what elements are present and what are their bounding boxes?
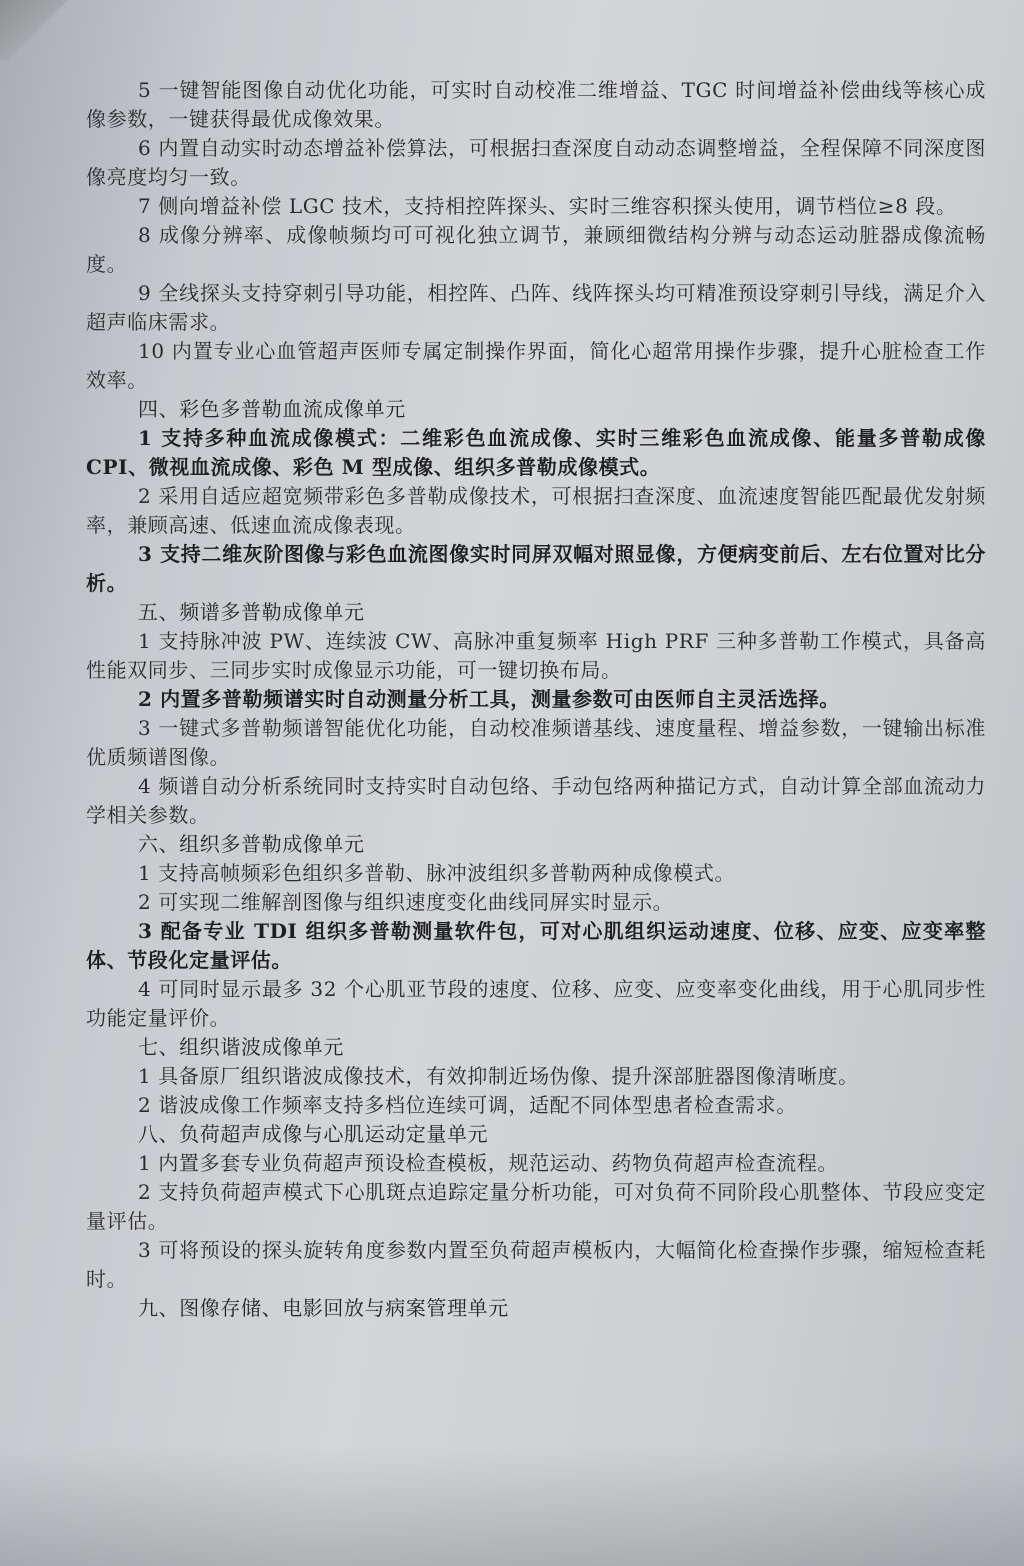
section-item: 3 一键式多普勒频谱智能优化功能，自动校准频谱基线、速度量程、增益参数，一键输出标准优质频谱图像。 <box>86 716 986 769</box>
section-item: 1 支持高帧频彩色组织多普勒、脉冲波组织多普勒两种成像模式。 <box>138 861 736 885</box>
section-heading: 九、图像存储、电影回放与病案管理单元 <box>138 1296 509 1320</box>
section-stress-echo <box>86 1120 986 1294</box>
paragraph: 9 全线探头支持穿刺引导功能，相控阵、凸阵、线阵探头均可精准预设穿刺引导线，满足介入超声临床需求。 <box>86 281 986 334</box>
section-tissue-doppler <box>86 830 986 1033</box>
section-item: 3 可将预设的探头旋转角度参数内置至负荷超声模板内，大幅简化检查操作步骤，缩短检查耗时。 <box>86 1238 986 1291</box>
bottom-shadow <box>0 1446 1024 1566</box>
section-item: 1 支持多种血流成像模式：二维彩色血流成像、实时三维彩色血流成像、能量多普勒成像 CPI、微视血流成像、彩色 M 型成像、组织多普勒成像模式。 <box>86 426 986 479</box>
section-item: 2 可实现二维解剖图像与组织速度变化曲线同屏实时显示。 <box>138 890 674 914</box>
section-item: 2 支持负荷超声模式下心肌斑点追踪定量分析功能，可对负荷不同阶段心肌整体、节段应变定量评估。 <box>86 1180 986 1233</box>
paragraph: 8 成像分辨率、成像帧频均可可视化独立调节，兼顾细微结构分辨与动态运动脏器成像流畅度。 <box>86 223 986 276</box>
page-fold-shadow <box>0 0 90 60</box>
intro-paragraphs <box>86 76 986 395</box>
paragraph: 5 一键智能图像自动优化功能，可实时自动校准二维增益、TGC 时间增益补偿曲线等核心成像参数，一键获得最优成像效果。 <box>86 78 986 131</box>
section-item: 1 具备原厂组织谐波成像技术，有效抑制近场伪像、提升深部脏器图像清晰度。 <box>138 1064 859 1088</box>
paragraph: 6 内置自动实时动态增益补偿算法，可根据扫查深度自动动态调整增益，全程保障不同深度图像亮度均匀一致。 <box>86 136 986 189</box>
section-heading: 四、彩色多普勒血流成像单元 <box>138 397 406 421</box>
section-item: 4 可同时显示最多 32 个心肌亚节段的速度、位移、应变、应变率变化曲线，用于心肌同步性功能定量评价。 <box>86 977 986 1030</box>
section-heading: 六、组织多普勒成像单元 <box>138 832 365 856</box>
section-item: 2 采用自适应超宽频带彩色多普勒成像技术，可根据扫查深度、血流速度智能匹配最优发射频率，兼顾高速、低速血流成像表现。 <box>86 484 986 537</box>
paragraph: 7 侧向增益补偿 LGC 技术，支持相控阵探头、实时三维容积探头使用，调节档位≥8 段。 <box>138 194 957 218</box>
section-heading: 八、负荷超声成像与心肌运动定量单元 <box>138 1122 489 1146</box>
section-item: 1 支持脉冲波 PW、连续波 CW、高脉冲重复频率 High PRF 三种多普勒工作模式，具备高性能双同步、三同步实时成像显示功能，可一键切换布局。 <box>86 629 986 682</box>
section-color-doppler <box>86 395 986 598</box>
section-heading: 五、频谱多普勒成像单元 <box>138 600 365 624</box>
section-item: 1 内置多套专业负荷超声预设检查模板，规范运动、药物负荷超声检查流程。 <box>138 1151 839 1175</box>
section-item: 4 频谱自动分析系统同时支持实时自动包络、手动包络两种描记方式，自动计算全部血流动力学相关参数。 <box>86 774 986 827</box>
section-image-storage <box>86 1294 986 1323</box>
section-spectral-doppler <box>86 598 986 830</box>
section-item: 2 内置多普勒频谱实时自动测量分析工具，测量参数可由医师自主灵活选择。 <box>138 687 840 711</box>
document-body <box>86 76 986 1323</box>
section-item: 3 支持二维灰阶图像与彩色血流图像实时同屏双幅对照显像，方便病变前后、左右位置对比分析。 <box>86 542 986 595</box>
section-heading: 七、组织谐波成像单元 <box>138 1035 344 1059</box>
paragraph: 10 内置专业心血管超声医师专属定制操作界面，简化心超常用操作步骤，提升心脏检查工作效率。 <box>86 339 986 392</box>
section-item: 2 谐波成像工作频率支持多档位连续可调，适配不同体型患者检查需求。 <box>138 1093 797 1117</box>
section-item: 3 配备专业 TDI 组织多普勒测量软件包，可对心肌组织运动速度、位移、应变、应变率整体、节段化定量评估。 <box>86 919 986 972</box>
section-tissue-harmonic <box>86 1033 986 1120</box>
